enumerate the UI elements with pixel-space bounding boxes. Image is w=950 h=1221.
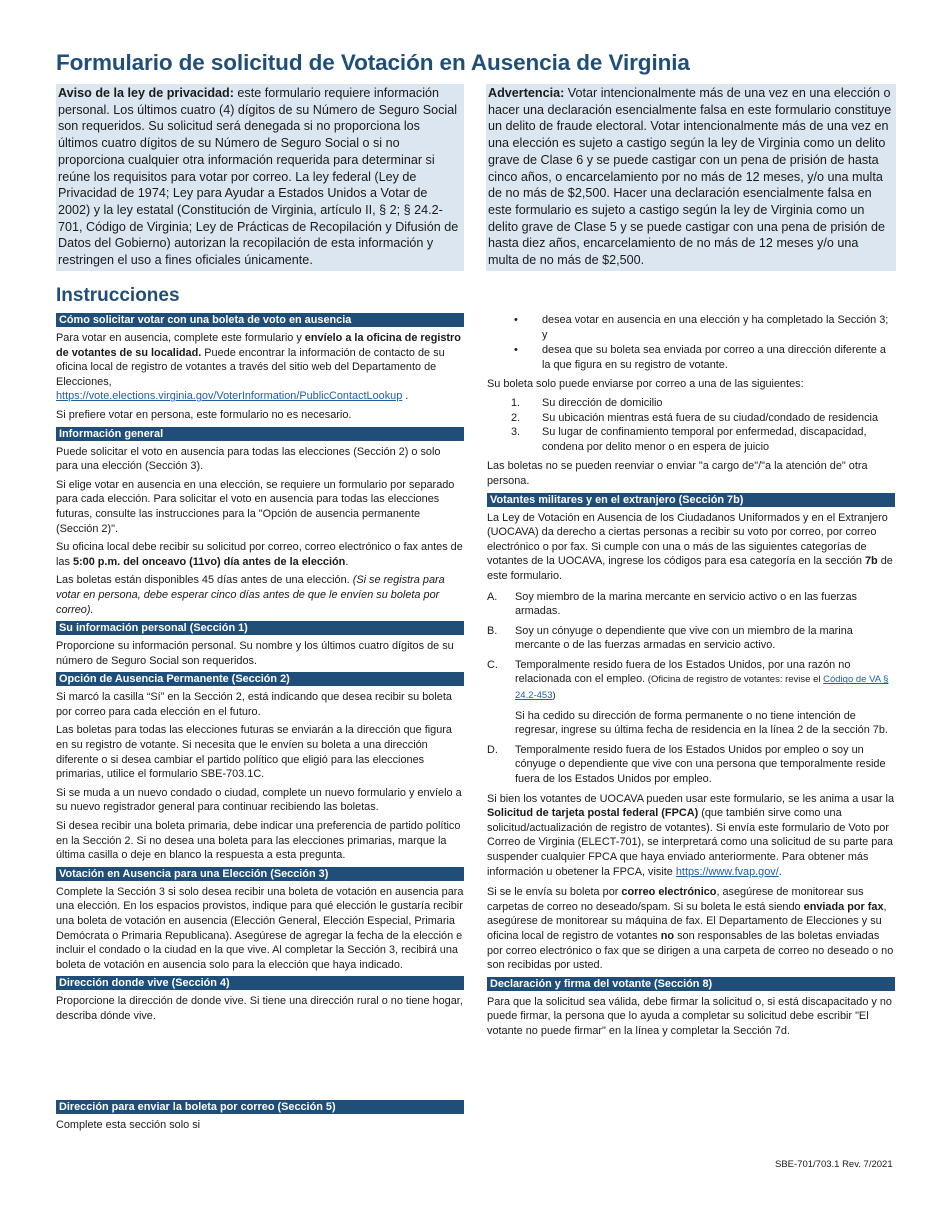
section7b-p3: Si se le envía su boleta por correo electrónico, asegúrese de monitorear sus carpetas de correo no deseado/spam. Si su boleta le está siendo enviada por fax, asegúrese de monitorear su máquina de fax. El Departamento de Elecciones y su oficina local de registro de votantes no son responsables de las boletas enviadas por correo electrónico o fax que se dirigen a una carpeta de correo no deseado o no son recibidas por usted. (487, 886, 894, 972)
list-item: A. Soy miembro de la marina mercante en servicio activo o en las fuerzas armadas. (487, 590, 857, 618)
section7b-p1: La Ley de Votación en Ausencia de los Ciudadanos Uniformados y en el Extranjero (UOCAVA) da derecho a ciertas personas a recibir su voto por correo, por correo electrónico o por fax. Si cumple con una o más de las siguientes categorías de votantes de la UOCAVA, ingrese los códigos para esa categoría en la sección 7b de este formulario. (487, 511, 893, 582)
list-item: 1. Su dirección de domicilio (511, 396, 663, 409)
section2-p4: Si desea recibir una boleta primaria, debe indicar una preferencia de partido político en la Sección 2. Si no desea una boleta para las elecciones primarias, marque la última casilla o deje en blanco la respuesta a esta pregunta. (56, 820, 461, 862)
list-item: • desea que su boleta sea enviada por correo a una dirección diferente a la que figura en su registro de votante. (487, 343, 895, 372)
instructions-heading: Instrucciones (56, 285, 180, 306)
privacy-notice (56, 84, 464, 271)
section-heading-3: Votación en Ausencia para una Elección (Sección 3) (56, 867, 464, 881)
section-heading-4: Dirección donde vive (Sección 4) (56, 976, 464, 990)
section-heading-1: Su información personal (Sección 1) (56, 621, 464, 635)
page-title: Formulario de solicitud de Votación en Ausencia de Virginia (56, 50, 690, 75)
list-item: D. Temporalmente resido fuera de los Estados Unidos por empleo o soy un cónyuge o dependiente que vive con una persona que temporalmente reside fuera de los Estados Unidos por empleo. (487, 743, 886, 786)
section7b-c-note: Si ha cedido su dirección de forma permanente o no tiene intención de regresar, ingrese su última fecha de residencia en la línea 2 de la sección 7b. (515, 709, 888, 737)
section5-p1: Complete esta sección solo si (56, 1119, 201, 1131)
section2-p2: Las boletas para todas las elecciones futuras se enviarán a la dirección que figura en su registro de votante. Si necesita que le envíen su boleta a una dirección diferente o si desea cambiar el partido político que eligió para las elecciones primarias, utilice el formulario SBE-703.1C. (56, 724, 452, 781)
privacy-text: este formulario requiere información personal. Los últimos cuatro (4) dígitos de su Número de Seguro Social son requeridos. Su solicitud será denegada si no proporciona los últimos cuatro dígitos de su Número de Seguro Social o si no proporciona cualquier otra información requerida para determinar si reúne los requisitos para votar por correo. La ley federal (Ley de Privacidad de 1974; Ley para Ayudar a Estados Unidos a Votar de 2002) y la ley estatal (Constitución de Virginia, artículo II, § 2; § 24.2-701, Código de Virginia; Ley de Prácticas de Recopilación y Difusión de Datos del Gobierno) autorizan la recopilación de esta información y restringen el uso a fines oficiales únicamente. (58, 86, 459, 268)
general-p4: Las boletas están disponibles 45 días antes de una elección. (Si se registra para votar en persona, debe esperar cinco días antes de que le envíen su boleta por correo). (56, 574, 445, 616)
section4-p1: Proporcione la dirección de donde vive. Si tiene una dirección rural o no tiene hogar, describa dónde vive. (56, 995, 463, 1022)
section-heading-7b: Votantes militares y en el extranjero (Sección 7b) (487, 493, 895, 507)
section2-p1: Si marcó la casilla “Sí” en la Sección 2, está indicando que desea recibir su boleta por correo para cada elección en el futuro. (56, 691, 452, 718)
section-heading-general: Información general (56, 427, 464, 441)
list-item: C. Temporalmente resido fuera de los Estados Unidos, por una razón no relacionada con el empleo. (Oficina de registro de votantes: revise el Código de VA § 24.2-453) (487, 658, 889, 702)
section2-p3: Si se muda a un nuevo condado o ciudad, complete un nuevo formulario y envíelo a su nuevo registrador general para continuar recibiendo las boletas. (56, 786, 462, 814)
va-code-link[interactable]: Código de VA § 24.2-453 (515, 674, 889, 702)
section-heading-8: Declaración y firma del votante (Sección 8) (487, 977, 895, 991)
section3-p1: Complete la Sección 3 si solo desea recibir una boleta de votación en ausencia para una elección. En los espacios provistos, indique para qué elección le gustaría recibir una boleta de votación en ausencia (Elección General, Elección Especial, Primaria Demócrata o Primaria Republicana). Asegúrese de agregar la fecha de la elección e incluir el condado o la ciudad en la que vive. Al completar la Sección 3, recibirá una boleta de votación en ausencia solo para la elección que haya indicado. (56, 885, 464, 971)
general-p3: Su oficina local debe recibir su solicitud por correo, correo electrónico o fax antes de las 5:00 p.m. del onceavo (11vo) día antes de la elección. (56, 541, 463, 568)
warning-label: Advertencia: (488, 86, 565, 100)
contact-lookup-link[interactable]: https://vote.elections.virginia.gov/VoterInformation/PublicContactLookup (56, 390, 403, 403)
form-revision-code: SBE-701/703.1 Rev. 7/2021 (775, 1159, 893, 1170)
warning-notice (486, 84, 896, 271)
bullet-icon: • (514, 314, 518, 326)
privacy-label: Aviso de la ley de privacidad: (58, 86, 234, 100)
instructions-left-column (56, 313, 464, 1028)
mail-options-intro: Su boleta solo puede enviarse por correo a una de las siguientes: (487, 378, 804, 391)
section7b-p2: Si bien los votantes de UOCAVA pueden usar este formulario, se les anima a usar la Solicitud de tarjeta postal federal (FPCA) (que también sirve como una solicitud/actualización de registro de votantes). Si envía este formulario de Voto por Correo de Virginia (ELECT-701), se interpretará como una solicitud de su parte para suspender cualquier FPCA que haya enviado anteriormente. Para obtener más información u obetener la FPCA, visite https://www.fvap.gov/. (487, 792, 894, 878)
fvap-link[interactable]: https://www.fvap.gov/ (675, 865, 779, 878)
section-heading-5: Dirección para enviar la boleta por correo (Sección 5) (56, 1100, 464, 1114)
general-p1: Puede solicitar el voto en ausencia para todas las elecciones (Sección 2) o solo para una elección (Sección 3). (56, 445, 441, 473)
section8-p1: Para que la solicitud sea válida, debe firmar la solicitud o, si está discapacitado y no puede firmar, la persona que lo ayuda a completar su solicitud debe escribir "El votante no puede firmar" en la línea y completar la Sección 7d. (487, 995, 892, 1037)
warning-text: Votar intencionalmente más de una vez en una elección o hacer una declaración esencialmente falsa en este formulario constituye un delito de fraude electoral. Votar intencionalmente más de una vez en una elección es sujeto a castigo según la ley de Virginia como un delito grave de Clase 6 y se puede castigar con un pena de prisión de hasta cinco años, o encarcelamiento por no más de 12 meses, y/o una multa de no más de $2,500. Hacer una declaración esencialmente falsa en este formulario es sujeto a castigo según la ley de Virginia como un delito grave de Clase 5 y se puede castigar con una pena de prisión de hasta diez años, encarcelamiento de no más de 12 meses y/o una multa de no más de $2,500. (488, 86, 892, 268)
forwarding-note: Las boletas no se pueden reenviar o enviar "a cargo de"/"a la atención de" otra persona. (487, 460, 868, 487)
in-person-note: Si prefiere votar en persona, este formulario no es necesario. (56, 408, 352, 421)
section1-p1: Proporcione su información personal. Su nombre y los últimos cuatro dígitos de su número de Seguro Social son requeridos. (56, 640, 454, 667)
section-heading-2: Opción de Ausencia Permanente (Sección 2) (56, 672, 464, 686)
general-p2: Si elige votar en ausencia en una elección, se requiere un formulario por separado para cada elección. Para solicitar el voto en ausencia para todas las elecciones futuras, consulte las instrucciones para la "Opción de ausencia permanente (Sección 2)". (56, 478, 455, 535)
list-item: B. Soy un cónyuge o dependiente que vive con un miembro de la marina mercante o de las fuerzas armadas en servicio activo. (487, 624, 853, 652)
instructions-right-column (487, 313, 895, 1043)
list-item: 3. Su lugar de confinamiento temporal por enfermedad, discapacidad, condena por delito menor o en espera de juicio (511, 426, 867, 453)
bullet-icon: • (514, 344, 518, 357)
list-item: 2. Su ubicación mientras está fuera de su ciudad/condado de residencia (511, 411, 879, 424)
how-paragraph: Para votar en ausencia, complete este formulario y envíelo a la oficina de registro de votantes de su localidad. Puede encontrar la información de contacto de su oficina local de registro de votantes a través del sitio web del Departamento de Elecciones, https://vote.elections.virginia.gov/VoterInformation/PublicContactLookup . (56, 332, 461, 403)
section-heading-how-to-apply: Cómo solicitar votar con una boleta de voto en ausencia (56, 313, 464, 327)
list-item: • desea votar en ausencia en una elección y ha completado la Sección 3; y (487, 313, 895, 342)
section5-block (56, 1100, 464, 1137)
